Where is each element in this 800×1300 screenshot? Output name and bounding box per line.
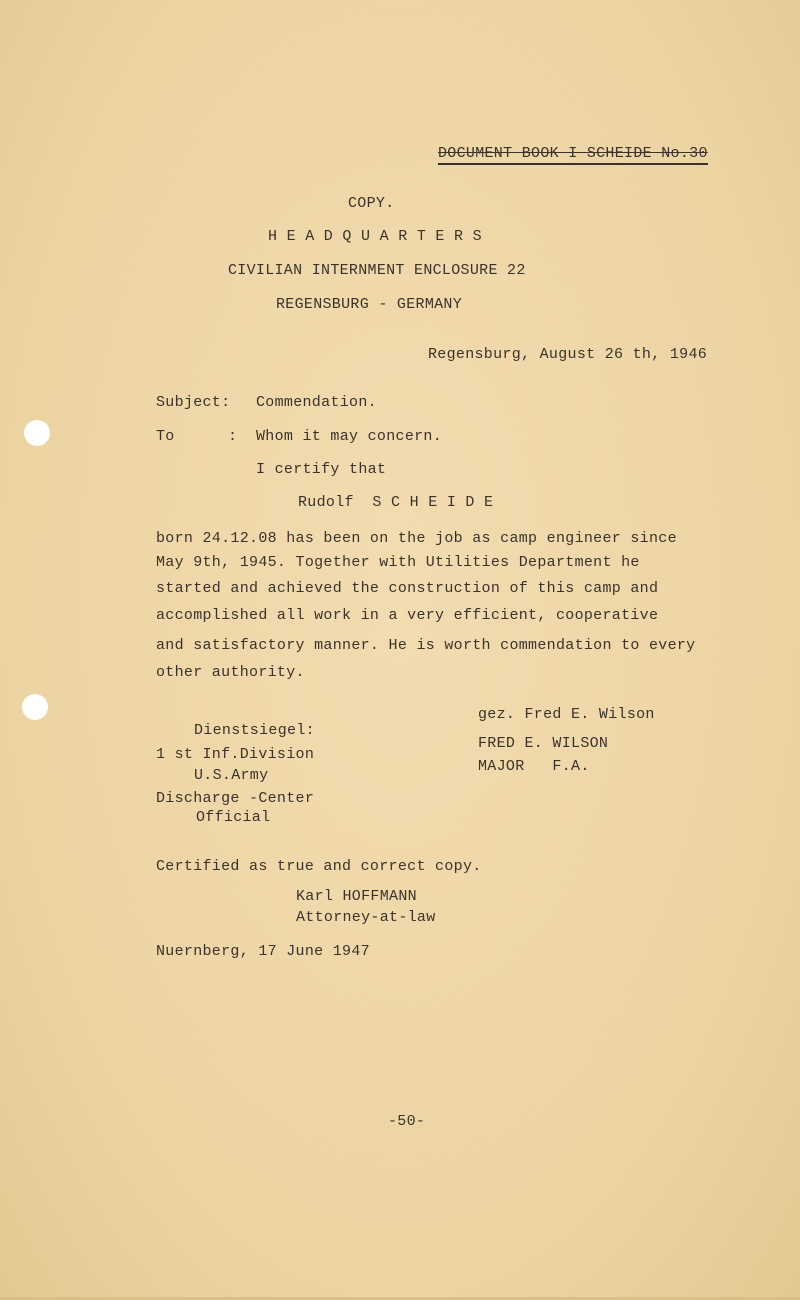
signature-line-2: FRED E. WILSON	[478, 735, 609, 752]
seal-line-1: Dienstsiegel:	[194, 722, 315, 739]
date-line: Regensburg, August 26 th, 1946	[428, 346, 708, 363]
enclosure-heading: CIVILIAN INTERNMENT ENCLOSURE 22	[228, 262, 526, 279]
seal-line-4: Discharge -Center	[156, 790, 315, 807]
subject-label: Subject:	[156, 394, 231, 411]
body-line-1: born 24.12.08 has been on the job as camp engineer since	[156, 530, 677, 547]
certified-line: Certified as true and correct copy.	[156, 858, 482, 875]
punch-hole-bottom	[22, 694, 48, 720]
seal-line-5: Official	[196, 809, 271, 826]
seal-line-2: 1 st Inf.Division	[156, 746, 315, 763]
attorney-name: Karl HOFFMANN	[296, 888, 417, 905]
place-date: Nuernberg, 17 June 1947	[156, 943, 370, 960]
punch-hole-top	[24, 420, 50, 446]
body-line-4: accomplished all work in a very efficient, cooperative	[156, 607, 659, 624]
signature-line-1: gez. Fred E. Wilson	[478, 706, 655, 723]
to-separator: :	[228, 428, 238, 445]
signature-line-3: MAJOR F.A.	[478, 758, 590, 775]
seal-line-3: U.S.Army	[194, 767, 269, 784]
to-value: Whom it may concern.	[256, 428, 443, 445]
body-line-6: other authority.	[156, 664, 305, 681]
body-line-3: started and achieved the construction of this camp and	[156, 580, 659, 597]
subject-value: Commendation.	[256, 394, 377, 411]
body-line-5: and satisfactory manner. He is worth commendation to every	[156, 637, 696, 654]
document-reference: DOCUMENT BOOK I SCHEIDE No.30	[438, 145, 708, 165]
copy-label: COPY.	[348, 195, 395, 212]
page-number: -50-	[388, 1113, 426, 1130]
location-heading: REGENSBURG - GERMANY	[276, 296, 463, 313]
to-label: To	[156, 428, 175, 445]
body-line-2: May 9th, 1945. Together with Utilities Department he	[156, 554, 640, 571]
attorney-title: Attorney-at-law	[296, 909, 436, 926]
person-name: Rudolf S C H E I D E	[298, 494, 494, 511]
headquarters-heading: H E A D Q U A R T E R S	[268, 228, 482, 245]
certify-line: I certify that	[256, 461, 387, 478]
